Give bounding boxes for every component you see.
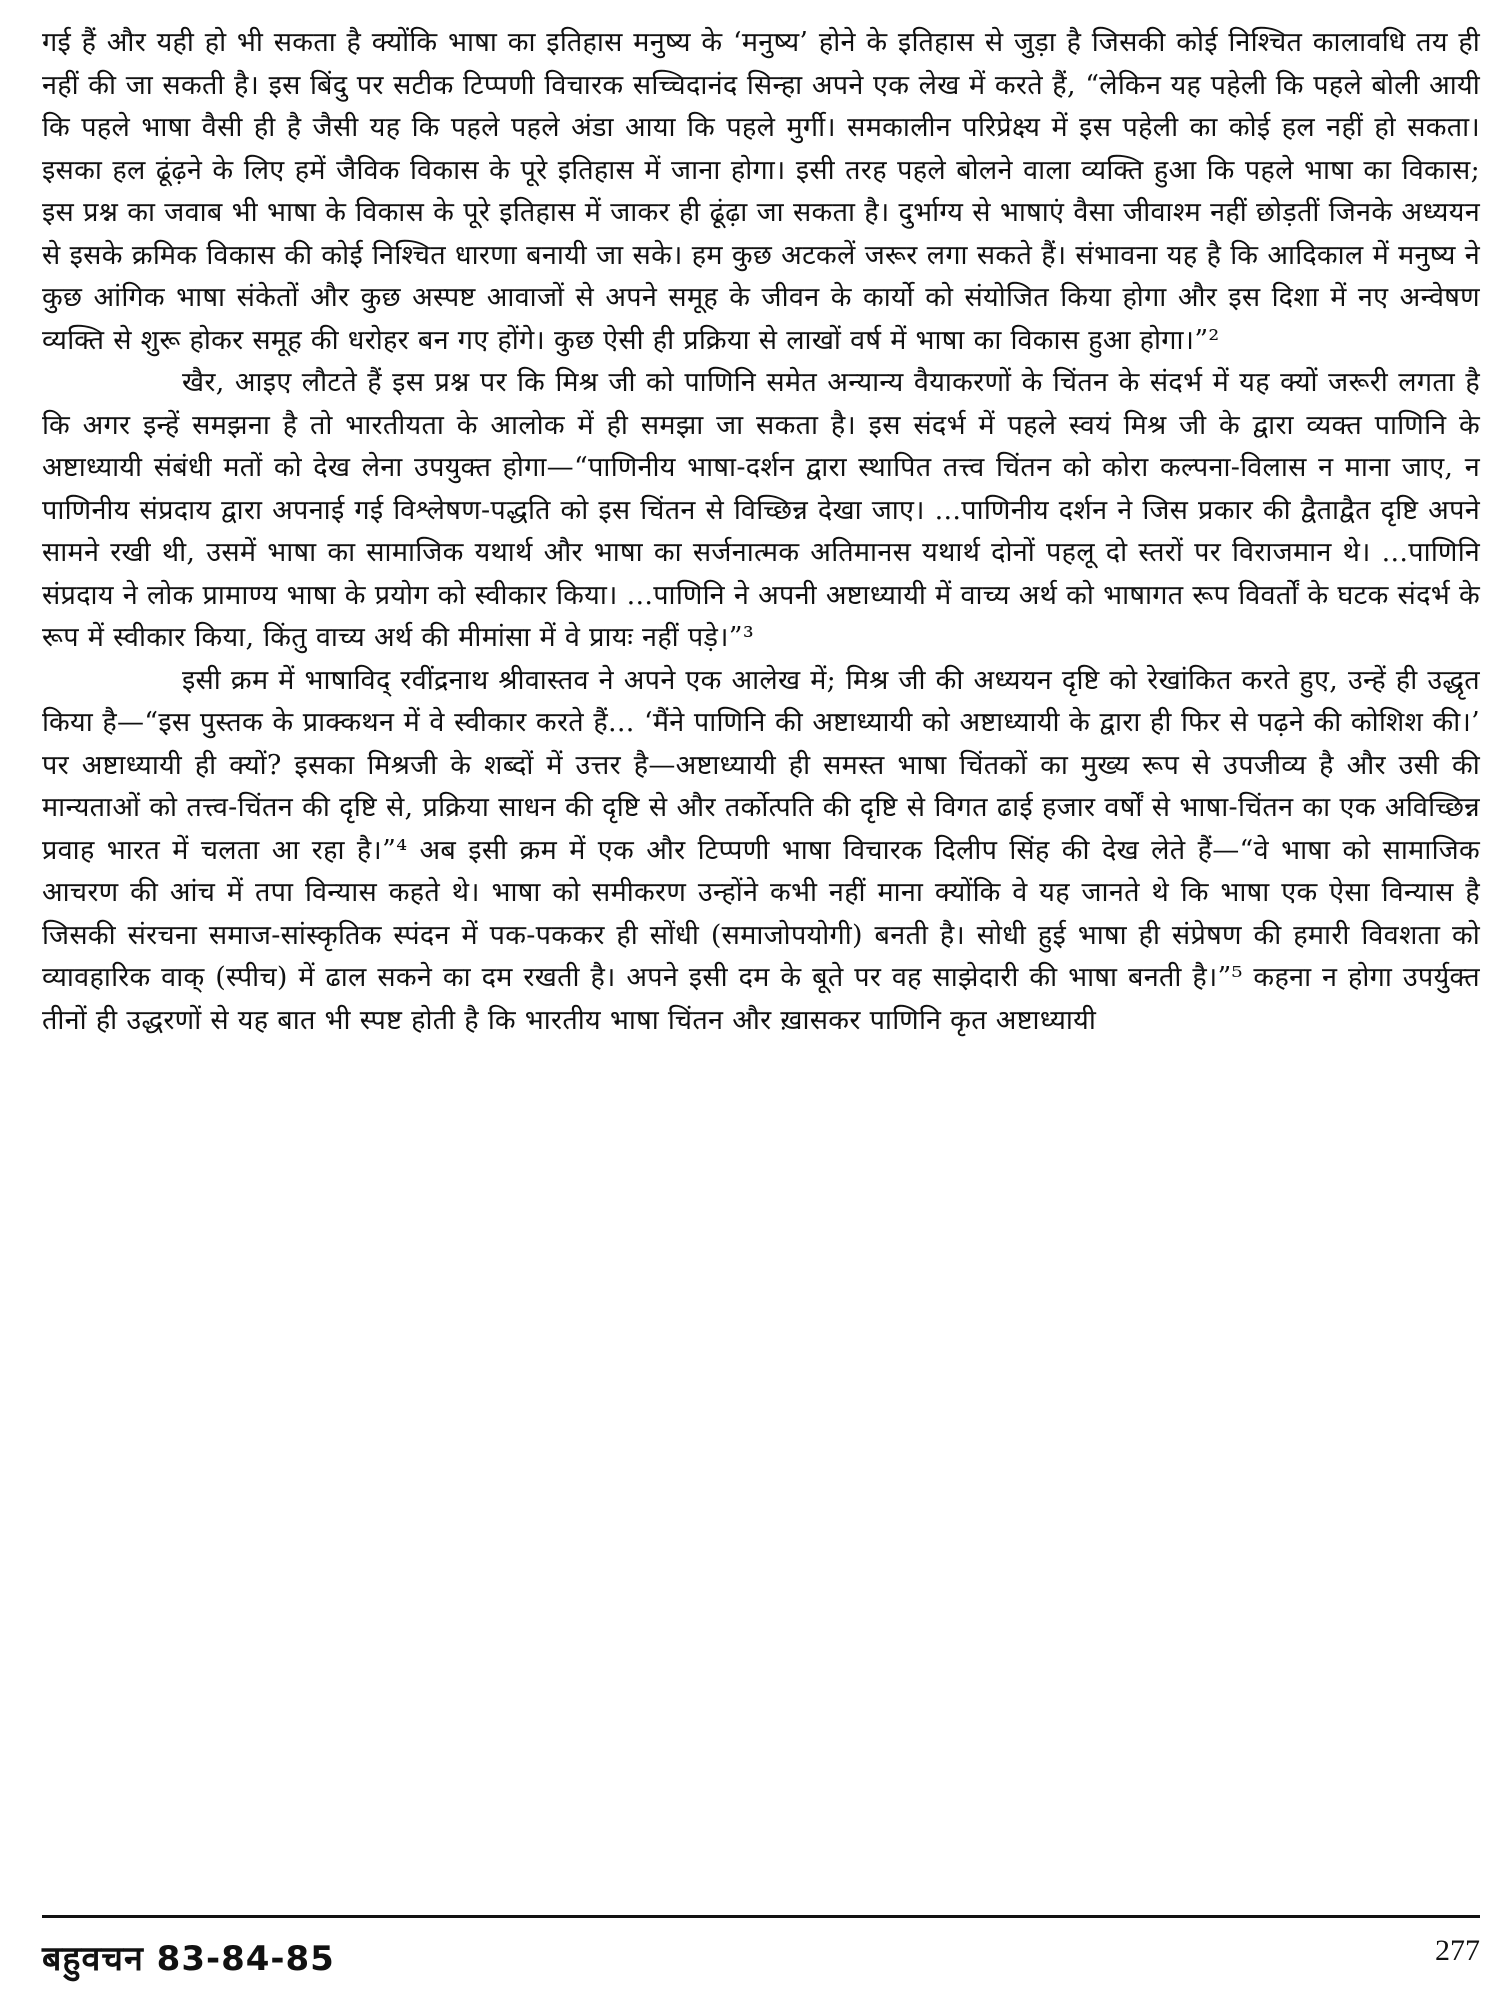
- page-number: 277: [1435, 1934, 1480, 1967]
- paragraph-1: गई हैं और यही हो भी सकता है क्योंकि भाषा का इतिहास मनुष्य के ‘मनुष्य’ होने के इतिहास से जुड़ा है जिसकी कोई निश्चित कालावधि तय ही नहीं की जा सकती है। इस बिंदु पर सटीक टिप्पणी विचारक सच्चिदानंद सिन्हा अपने एक लेख में करते हैं, “लेकिन यह पहेली कि पहले बोली आयी कि पहले भाषा वैसी ही है जैसी यह कि पहले पहले अंडा आया कि पहले मुर्गी। समकालीन परिप्रेक्ष्य में इस पहेली का कोई हल नहीं हो सकता। इसका हल ढूंढ़ने के लिए हमें जैविक विकास के पूरे इतिहास में जाना होगा। इसी तरह पहले बोलने वाला व्यक्ति हुआ कि पहले भाषा का विकास; इस प्रश्न का जवाब भी भाषा के विकास के पूरे इतिहास में जाकर ही ढूंढ़ा जा सकता है। दुर्भाग्य से भाषाएं वैसा जीवाश्म नहीं छोड़तीं जिनके अध्ययन से इसके क्रमिक विकास की कोई निश्चित धारणा बनायी जा सके। हम कुछ अटकलें जरूर लगा सकते हैं। संभावना यह है कि आदिकाल में मनुष्य ने कुछ आंगिक भाषा संकेतों और कुछ अस्पष्ट आवाजों से अपने समूह के जीवन के कार्यो को संयोजित किया होगा और इस दिशा में नए अन्वेषण व्यक्ति से शुरू होकर समूह की धरोहर बन गए होंगे। कुछ ऐसी ही प्रक्रिया से लाखों वर्ष में भाषा का विकास हुआ होगा।”²: [42, 27, 1480, 356]
- footer-rule: [42, 1915, 1480, 1918]
- paragraph-3: इसी क्रम में भाषाविद् रवींद्रनाथ श्रीवास्तव ने अपने एक आलेख में; मिश्र जी की अध्ययन दृष्टि को रेखांकित करते हुए, उन्हें ही उद्धृत किया है—“इस पुस्तक के प्राक्कथन में वे स्वीकार करते हैं... ‘मैंने पाणिनि की अष्टाध्यायी को अष्टाध्यायी के द्वारा ही फिर से पढ़ने की कोशिश की।’ पर अष्टाध्यायी ही क्यों? इसका मिश्रजी के शब्दों में उत्तर है—अष्टाध्यायी ही समस्त भाषा चिंतकों का मुख्य रूप से उपजीव्य है और उसी की मान्यताओं को तत्त्व-चिंतन की दृष्टि से, प्रक्रिया साधन की दृष्टि से और तर्कोत्पति की दृष्टि से विगत ढाई हजार वर्षों से भाषा-चिंतन का एक अविच्छिन्न प्रवाह भारत में चलता आ रहा है।”⁴ अब इसी क्रम में एक और टिप्पणी भाषा विचारक दिलीप सिंह की देख लेते हैं—“वे भाषा को सामाजिक आचरण की आंच में तपा विन्यास कहते थे। भाषा को समीकरण उन्होंने कभी नहीं माना क्योंकि वे यह जानते थे कि भाषा एक ऐसा विन्यास है जिसकी संरचना समाज-सांस्कृतिक स्पंदन में पक-पककर ही सोंधी (समाजोपयोगी) बनती है। सोधी हुई भाषा ही संप्रेषण की हमारी विवशता को व्यावहारिक वाक् (स्पीच) में ढाल सकने का दम रखती है। अपने इसी दम के बूते पर वह साझेदारी की भाषा बनती है।”⁵ कहना न होगा उपर्युक्त तीनों ही उद्धरणों से यह बात भी स्पष्ट होती है कि भारतीय भाषा चिंतन और ख़ासकर पाणिनि कृत अष्टाध्यायी: [42, 664, 1480, 1036]
- document-page: [42, 22, 1480, 1982]
- paragraph-2: खैर, आइए लौटते हैं इस प्रश्न पर कि मिश्र जी को पाणिनि समेत अन्यान्य वैयाकरणों के चिंतन के संदर्भ में यह क्यों जरूरी लगता है कि अगर इन्हें समझना है तो भारतीयता के आलोक में ही समझा जा सकता है। इस संदर्भ में पहले स्वयं मिश्र जी के द्वारा व्यक्त पाणिनि के अष्टाध्यायी संबंधी मतों को देख लेना उपयुक्त होगा—“पाणिनीय भाषा-दर्शन द्वारा स्थापित तत्त्व चिंतन को कोरा कल्पना-विलास न माना जाए, न पाणिनीय संप्रदाय द्वारा अपनाई गई विश्लेषण-पद्धति को इस चिंतन से विच्छिन्न देखा जाए। ...पाणिनीय दर्शन ने जिस प्रकार की द्वैताद्वैत दृष्टि अपने सामने रखी थी, उसमें भाषा का सामाजिक यथार्थ और भाषा का सर्जनात्मक अतिमानस यथार्थ दोनों पहलू दो स्तरों पर विराजमान थे। ...पाणिनि संप्रदाय ने लोक प्रामाण्य भाषा के प्रयोग को स्वीकार किया। ...पाणिनि ने अपनी अष्टाध्यायी में वाच्य अर्थ को भाषागत रूप विवर्तों के घटक संदर्भ के रूप में स्वीकार किया, किंतु वाच्य अर्थ की मीमांसा में वे प्रायः नहीं पड़े।”³: [42, 367, 1480, 653]
- journal-title: बहुवचन 83-84-85: [42, 1939, 335, 1979]
- body-text: [42, 22, 1480, 1042]
